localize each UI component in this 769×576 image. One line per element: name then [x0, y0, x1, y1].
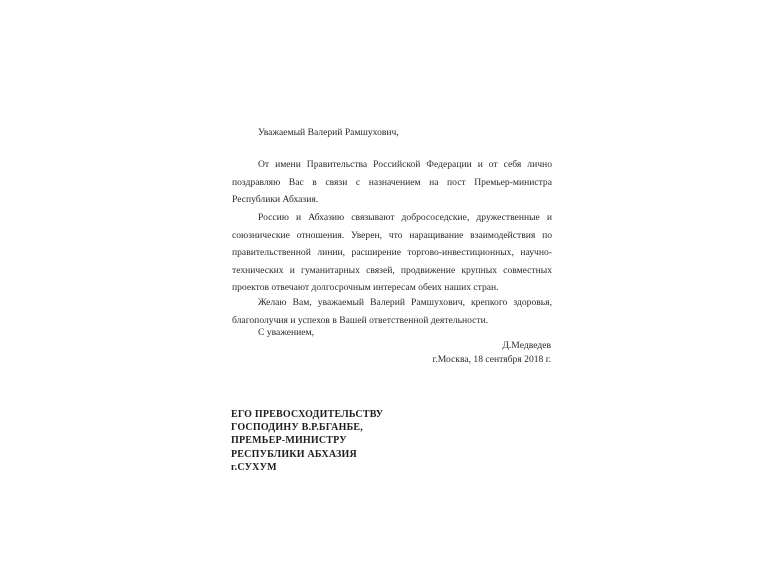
place-and-date: г.Москва, 18 сентября 2018 г.	[432, 353, 551, 365]
addressee-line-name: ГОСПОДИНУ В.Р.БГАНБЕ,	[231, 422, 363, 434]
letter-paragraph-wishes: Желаю Вам, уважаемый Валерий Рамшухович, крепкого здоровья, благополучия и успехов в Вашей ответственной деятельности.	[232, 297, 552, 326]
letter-greeting: Уважаемый Валерий Рамшухович,	[258, 127, 399, 138]
letter-closing: С уважением,	[258, 327, 315, 338]
addressee-line-position: ПРЕМЬЕР-МИНИСТРУ	[231, 435, 347, 447]
addressee-block	[231, 408, 383, 474]
letter-paragraph-relations: Россию и Абхазию связывают добрососедские, дружественные и союзнические отношения. Уверен, что наращивание взаимодействия по правительственной линии, расширение торгово-инвестиционных, научно-технических и гуманитарных связей, продвижение крупных совместных проектов отвечают долгосрочным интересам обеих наших стран.	[232, 212, 552, 294]
addressee-line-title: ЕГО ПРЕВОСХОДИТЕЛЬСТВУ	[231, 409, 384, 420]
addressee-line-city: г.СУХУМ	[231, 461, 277, 473]
addressee-line-country: РЕСПУБЛИКИ АБХАЗИЯ	[231, 448, 357, 460]
signature-name: Д.Медведев	[502, 340, 551, 351]
signature-block	[432, 339, 551, 366]
letter-paragraph-congratulation: От имени Правительства Российской Федерации и от себя лично поздравляю Вас в связи с назначением на пост Премьер-министра Республики Абхазия.	[232, 159, 552, 206]
